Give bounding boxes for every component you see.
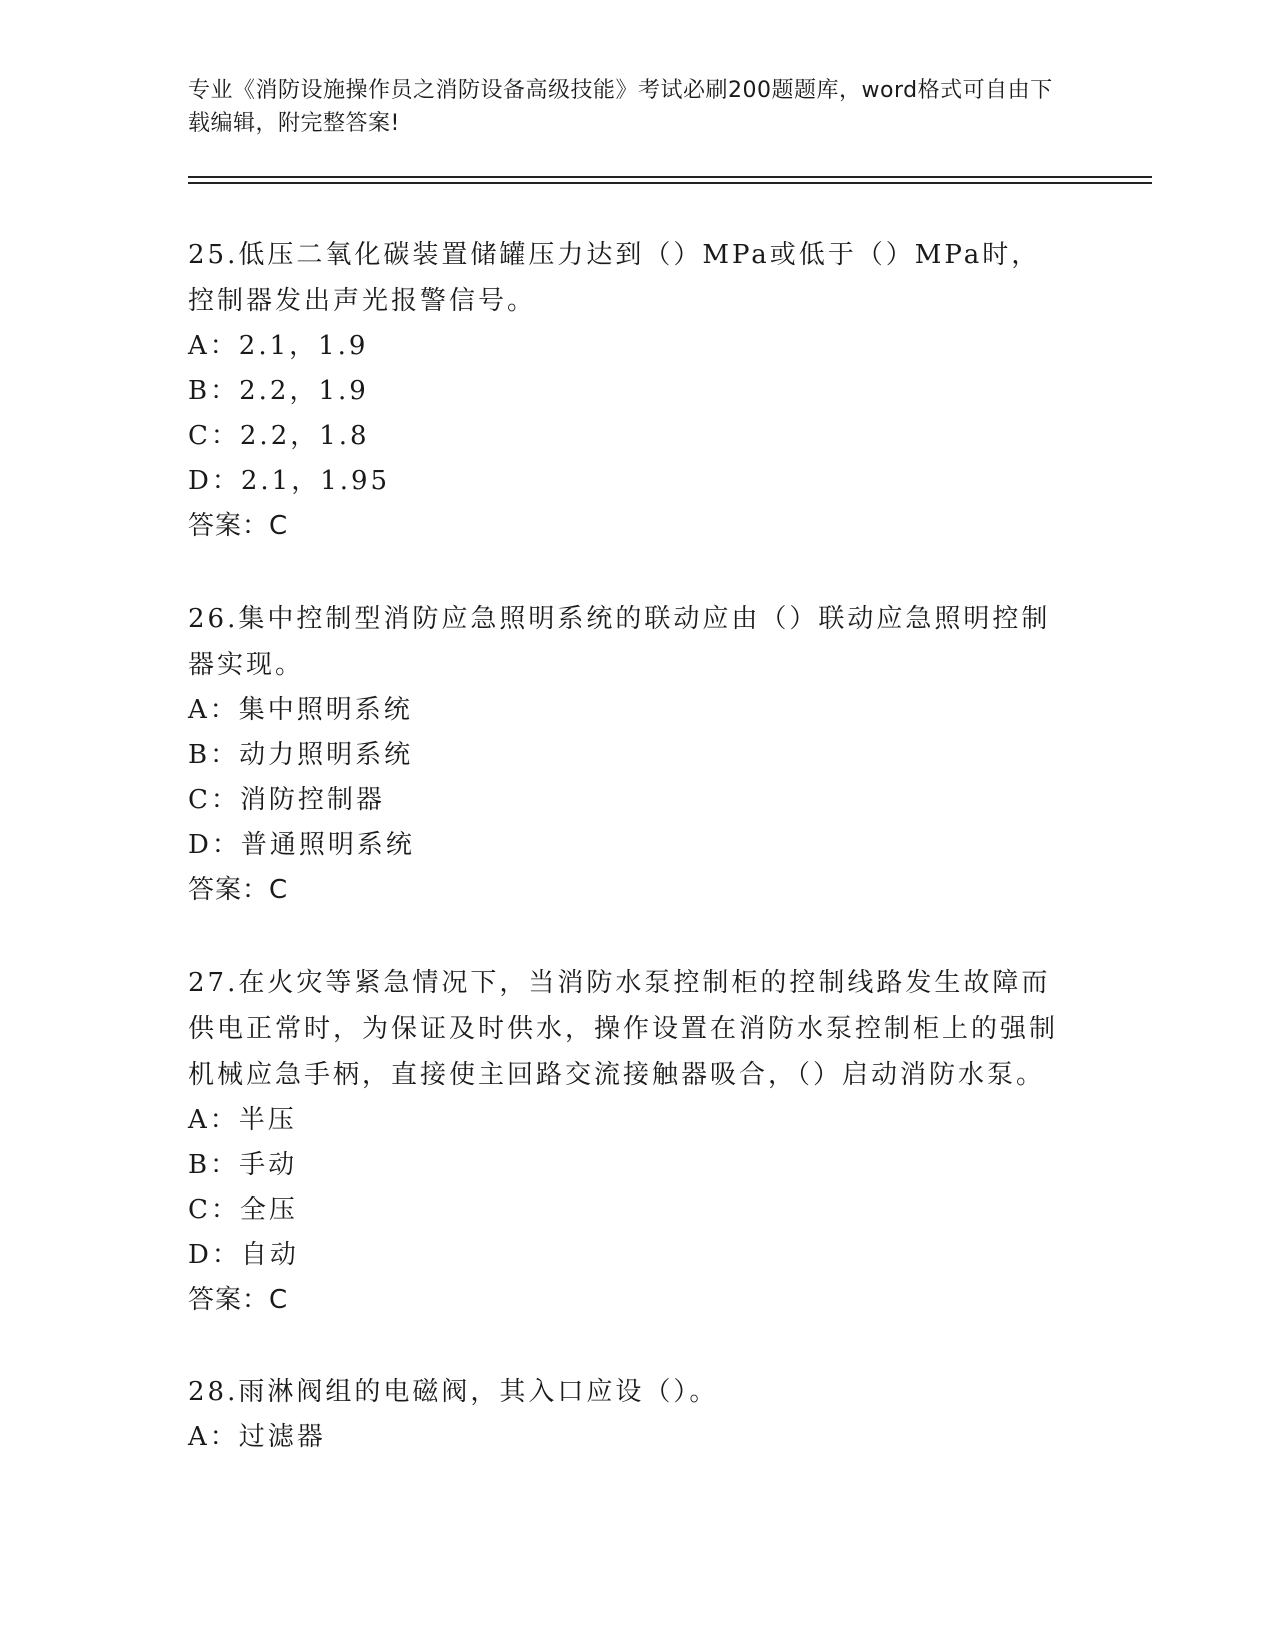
answer-line: 答案：C <box>188 1285 289 1315</box>
question-stem: 25.低压二氧化碳装置储罐压力达到（）MPa或低于（）MPa时，控制器发出声光报警信号。 <box>188 240 1041 316</box>
option-d: D：普通照明系统 <box>188 830 415 860</box>
answer-line: 答案：C <box>188 511 289 541</box>
option-a: A：半压 <box>188 1105 297 1135</box>
option-d: D：自动 <box>188 1240 299 1270</box>
question-28 <box>188 1369 1068 1460</box>
question-stem: 26.集中控制型消防应急照明系统的联动应由（）联动应急照明控制器实现。 <box>188 604 1051 680</box>
option-b: B：动力照明系统 <box>188 740 414 770</box>
question-27 <box>188 960 1068 1323</box>
option-c: C：全压 <box>188 1195 298 1225</box>
header-divider-top <box>188 176 1152 178</box>
option-c: C：消防控制器 <box>188 785 385 815</box>
option-a: A：集中照明系统 <box>188 695 413 725</box>
question-stem: 28.雨淋阀组的电磁阀，其入口应设（）。 <box>188 1377 719 1407</box>
header-divider-bottom <box>188 182 1152 184</box>
question-26 <box>188 596 1068 913</box>
document-header: 专业《消防设施操作员之消防设备高级技能》考试必刷200题题库，word格式可自由下载编辑，附完整答案! <box>188 78 1053 136</box>
option-d: D：2.1，1.95 <box>188 466 391 496</box>
question-stem: 27.在火灾等紧急情况下，当消防水泵控制柜的控制线路发生故障而供电正常时，为保证及时供水，操作设置在消防水泵控制柜上的强制机械应急手柄，直接使主回路交流接触器吸合，（）启动消防水泵。 <box>188 968 1059 1090</box>
option-c: C：2.2，1.8 <box>188 421 370 451</box>
option-a: A：过滤器 <box>188 1422 326 1452</box>
option-b: B：手动 <box>188 1150 298 1180</box>
question-25 <box>188 232 1068 549</box>
option-b: B：2.2，1.9 <box>188 376 369 406</box>
answer-line: 答案：C <box>188 875 289 905</box>
option-a: A：2.1，1.9 <box>188 331 369 361</box>
